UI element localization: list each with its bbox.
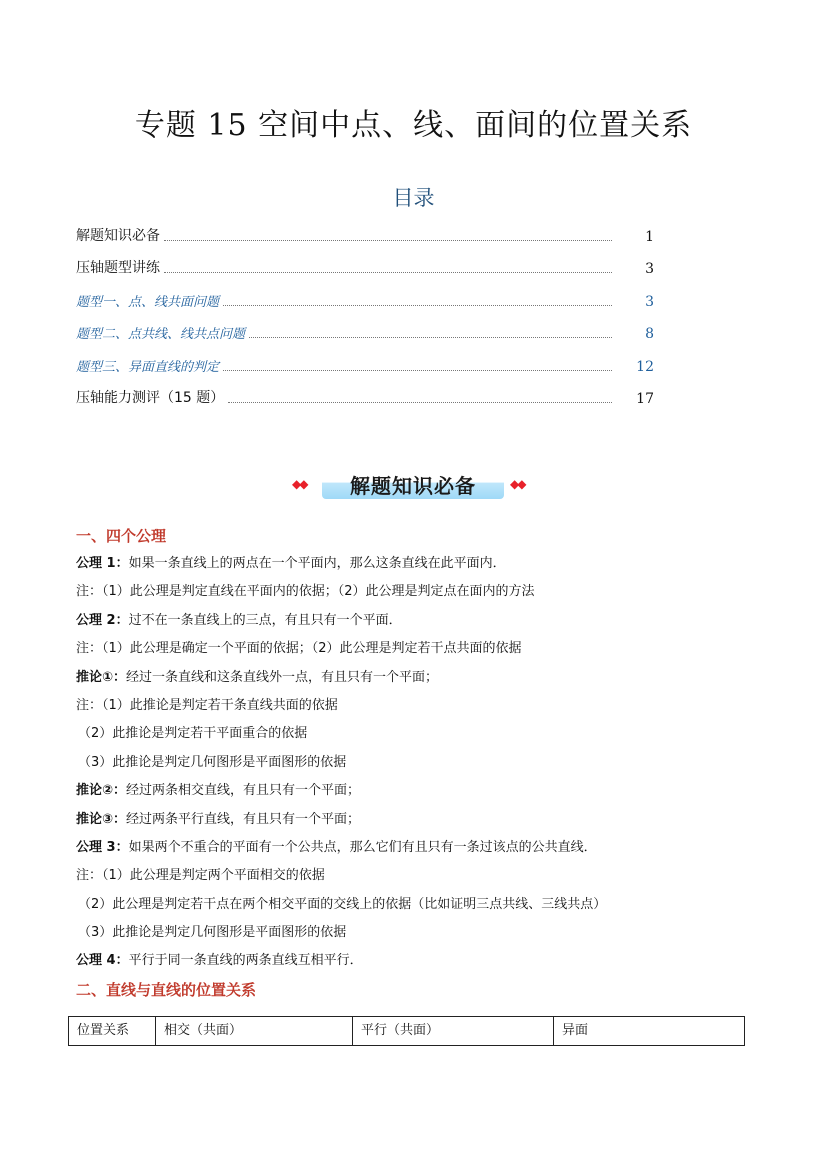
line-text: 经过两条平行直线，有且只有一个平面； [126, 811, 361, 827]
line-keyword: 推论③： [76, 811, 127, 827]
toc-entry[interactable] [76, 277, 654, 310]
line-text: 平行于同一条直线的两条直线互相平行． [128, 953, 363, 969]
toc-entry-label: 压轴题型讲练 [76, 260, 160, 276]
section-heading: 二、直线与直线的位置关系 [76, 980, 257, 999]
table-of-contents [76, 212, 654, 407]
toc-entry-label: 题型三、异面直线的判定 [76, 359, 220, 375]
table-header-cell: 相交（共面） [156, 1017, 353, 1046]
note-line [78, 891, 756, 919]
line-text: 注：（1）此推论是判定若干条直线共面的依据 [76, 697, 338, 713]
toc-entry-page: 3 [645, 293, 654, 310]
toc-entry-label: 题型二、点共线、线共点问题 [76, 327, 246, 342]
note-line [78, 919, 756, 947]
toc-entry-label: 解题知识必备 [76, 227, 160, 244]
line-relation-table [68, 1016, 745, 1046]
toc-entry-page: 8 [645, 326, 654, 342]
table-header-cell: 异面 [554, 1017, 745, 1046]
toc-leader-dots [223, 305, 612, 306]
toc-entry-page: 12 [636, 358, 654, 375]
toc-entry-page: 1 [645, 228, 654, 245]
line-keyword: 推论①： [76, 669, 127, 685]
table-header-cell: 位置关系 [69, 1017, 156, 1046]
toc-leader-dots [223, 370, 612, 371]
banner-label: 解题知识必备 [350, 474, 476, 498]
line-text: （2）此推论是判定若干平面重合的依据 [78, 726, 308, 742]
toc-entry[interactable] [76, 245, 654, 278]
note-line [76, 692, 756, 720]
corollary-line [76, 664, 756, 692]
note-line [78, 749, 756, 777]
knowledge-content [76, 522, 756, 1004]
line-text: 如果两个不重合的平面有一个公共点，那么它们有且只有一条过该点的公共直线． [128, 839, 597, 855]
line-text: 经过两条相交直线，有且只有一个平面； [126, 783, 361, 799]
section-banner [0, 467, 827, 503]
toc-entry-label: 题型一、点、线共面问题 [76, 294, 220, 310]
line-text: 过不在一条直线上的三点，有且只有一个平面． [128, 612, 402, 628]
section-heading: 一、四个公理 [76, 527, 167, 545]
toc-leader-dots [164, 240, 612, 241]
axiom-line [76, 550, 756, 578]
toc-entry[interactable] [76, 375, 654, 408]
toc-heading: 目录 [392, 186, 435, 210]
line-text: 如果一条直线上的两点在一个平面内，那么这条直线在此平面内． [128, 556, 506, 571]
axiom-line [76, 834, 756, 862]
note-line [76, 862, 756, 890]
note-line [76, 635, 756, 663]
toc-leader-dots [249, 337, 612, 338]
table-header-cell: 平行（共面） [353, 1017, 554, 1046]
line-keyword: 公理 2： [76, 612, 129, 628]
note-line [78, 720, 756, 748]
line-keyword: 推论②： [76, 783, 127, 799]
line-text: （3）此推论是判定几何图形是平面图形的依据 [78, 925, 347, 941]
toc-entry-page: 3 [645, 261, 654, 277]
table-row [69, 1017, 745, 1046]
corollary-line [76, 777, 756, 805]
diamond-decoration-left-icon: ◆◆ [292, 477, 307, 491]
toc-entry[interactable] [76, 310, 654, 343]
axiom-line [76, 607, 756, 635]
line-text: 注：（1）此公理是确定一个平面的依据；（2）此公理是判定若干点共面的依据 [76, 641, 522, 657]
line-keyword: 公理 4： [76, 953, 129, 969]
toc-entry-label: 压轴能力测评（15 题） [76, 390, 225, 406]
note-line [76, 578, 756, 606]
toc-entry[interactable] [76, 212, 654, 245]
line-text: 经过一条直线和这条直线外一点，有且只有一个平面； [126, 669, 439, 685]
corollary-line [76, 806, 756, 834]
toc-entry-page: 17 [636, 391, 654, 407]
line-text: （2）此公理是判定若干点在两个相交平面的交线上的依据（比如证明三点共线、三线共点） [78, 896, 607, 912]
line-keyword: 公理 3： [76, 839, 129, 855]
page-title: 专题 15 空间中点、线、面间的位置关系 [134, 108, 693, 143]
line-text: 注：（1）此公理是判定直线在平面内的依据；（2）此公理是判定点在面内的方法 [76, 584, 535, 600]
diamond-decoration-right-icon: ◆◆ [510, 477, 525, 491]
toc-leader-dots [228, 402, 612, 403]
line-text: 注：（1）此公理是判定两个平面相交的依据 [76, 868, 325, 884]
toc-entry[interactable] [76, 342, 654, 375]
toc-leader-dots [164, 272, 612, 273]
line-keyword: 公理 1： [76, 556, 129, 571]
axiom-line [76, 947, 756, 975]
line-text: （3）此推论是判定几何图形是平面图形的依据 [78, 754, 347, 770]
